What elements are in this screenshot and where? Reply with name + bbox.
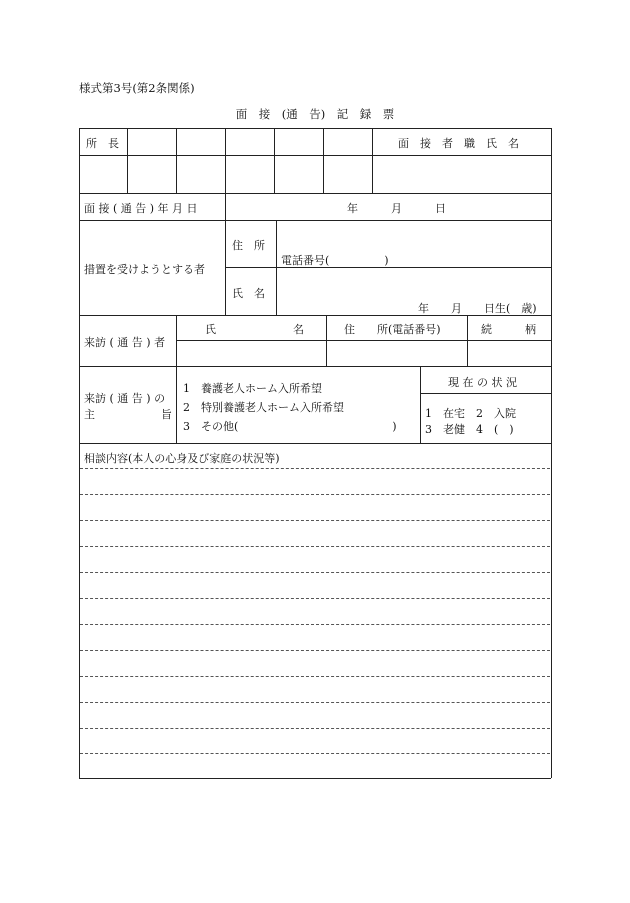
form-title: 面 接 (通 告) 記 録 票 [235,107,395,121]
visitor-label: 来訪 ( 通 告 ) 者 [84,336,166,349]
name-label: 氏 名 [232,287,265,300]
header-bottom [79,193,551,194]
director-label: 所 長 [86,137,119,150]
border-left [79,128,80,778]
note-line [80,468,550,469]
note-line [80,520,550,521]
subject-label: 措置を受けようとする者 [84,263,205,276]
purpose-label-divider [176,366,177,443]
note-line [80,624,550,625]
visitor-bottom [79,366,551,367]
subject-label-divider [225,220,226,315]
visitor-col-divider-2 [467,315,468,366]
header-divider [79,155,551,156]
interviewer-label: 面 接 者 職 氏 名 [398,137,519,150]
form-code: 様式第3号(第2条関係) [79,81,195,95]
note-line [80,728,550,729]
stamp-col-3 [225,128,226,193]
note-line [80,676,550,677]
purpose-label-line2: 主 旨 [84,408,172,421]
purpose-status-divider [420,366,421,443]
stamp-col-2 [176,128,177,193]
status-header-divider [420,393,551,394]
note-line [80,572,550,573]
border-top [79,128,551,129]
status-line-2: 3 老健 4 ( ) [425,423,514,436]
note-line [80,494,550,495]
visitor-address-header: 住 所(電話番号) [344,323,441,336]
visitor-col-divider-1 [326,315,327,366]
visitor-name-header: 氏 名 [205,323,304,336]
purpose-label-line1: 来訪 ( 通 告 ) の [84,392,166,405]
status-label: 現 在 の 状 況 [448,376,517,389]
note-line [80,598,550,599]
note-line [80,546,550,547]
subject-field-divider [276,220,277,315]
visitor-label-divider [176,315,177,366]
purpose-option-1: 1 養護老人ホーム入所希望 [183,382,322,395]
visitor-relation-header: 続 柄 [481,323,536,336]
purpose-option-3: 3 その他( ) [183,420,397,433]
purpose-bottom [79,443,551,444]
interview-date-value: 年 月 日 [347,202,446,215]
status-line-1: 1 在宅 2 入院 [425,407,516,420]
visitor-header-divider [176,340,551,341]
date-label-divider [225,193,226,220]
birth-label: 年 月 日生( 歳) [418,302,537,315]
purpose-option-2: 2 特別養護老人ホーム入所希望 [183,401,344,414]
address-label: 住 所 [232,239,265,252]
border-bottom [79,778,551,779]
stamp-col-4 [274,128,275,193]
stamp-col-6 [372,128,373,193]
phone-label: 電話番号( ) [281,254,389,267]
stamp-col-5 [323,128,324,193]
date-row-bottom [79,220,551,221]
stamp-col-1 [127,128,128,193]
note-line [80,753,550,754]
note-line [80,650,550,651]
border-right [551,128,552,778]
interview-date-label: 面 接 ( 通 告 ) 年 月 日 [84,202,198,215]
note-line [80,702,550,703]
consultation-label: 相談内容(本人の心身及び家庭の状況等) [84,452,280,465]
